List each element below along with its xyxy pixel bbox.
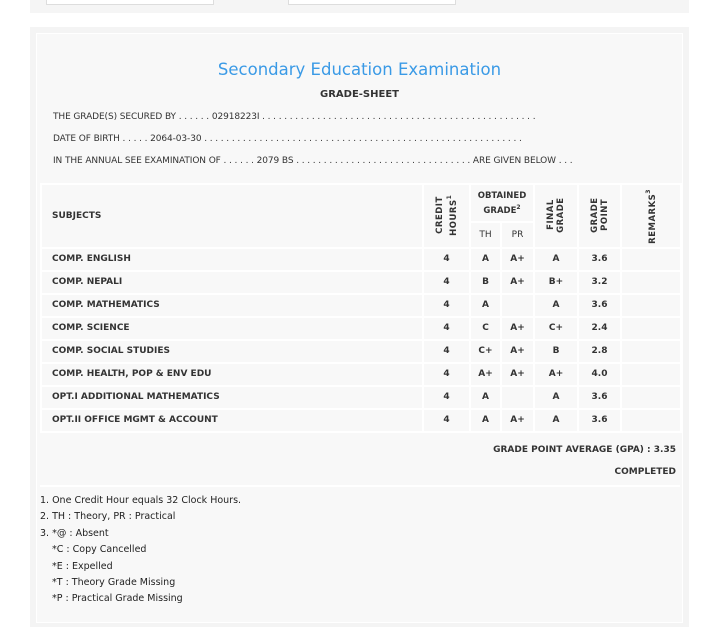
cell-credit: 4 xyxy=(423,317,470,340)
table-row xyxy=(41,248,681,271)
cell-remarks xyxy=(621,409,681,432)
header-credit-hours: CREDIT HOURS$^1$ xyxy=(423,184,470,248)
cell-credit: 4 xyxy=(423,386,470,409)
result-status: COMPLETED xyxy=(614,467,676,477)
footnotes xyxy=(40,485,680,610)
cell-point: 3.6 xyxy=(578,386,621,409)
cell-pr: A+ xyxy=(501,340,534,363)
cell-subject: COMP. MATHEMATICS xyxy=(41,294,423,317)
cell-subject: COMP. HEALTH, POP & ENV EDU xyxy=(41,363,423,386)
top-input-1[interactable] xyxy=(46,0,214,5)
cell-final: B xyxy=(534,340,578,363)
header-pr: PR xyxy=(501,222,534,248)
table-row xyxy=(41,317,681,340)
note: 1. One Credit Hour equals 32 Clock Hours. xyxy=(40,495,242,506)
cell-remarks xyxy=(621,271,681,294)
cell-credit: 4 xyxy=(423,409,470,432)
note: 3. *@ : Absent xyxy=(40,527,109,539)
cell-point: 2.4 xyxy=(578,317,621,340)
cell-point: 3.6 xyxy=(578,409,621,432)
header-subjects: SUBJECTS xyxy=(41,184,423,248)
cell-th: A+ xyxy=(470,363,501,386)
cell-th: C+ xyxy=(470,340,501,363)
cell-point: 3.6 xyxy=(578,248,621,271)
cell-point: 2.8 xyxy=(578,340,621,363)
cell-th: A xyxy=(470,386,501,409)
cell-final: A xyxy=(534,386,578,409)
cell-credit: 4 xyxy=(423,248,470,271)
cell-remarks xyxy=(621,248,681,271)
grades-table xyxy=(40,183,682,433)
gpa: GRADE POINT AVERAGE (GPA) : 3.35 xyxy=(493,445,676,455)
secured-by-line: THE GRADE(S) SECURED BY . . . . . . 02918223I . . . . . . . . . . . . . . . . . . . . . . . . . . . . . . . . . . . . . . . . . . . . . . . . . . xyxy=(53,112,536,122)
note: *C : Copy Cancelled xyxy=(52,544,147,556)
header-grade-point: GRADE POINT xyxy=(578,184,621,248)
note: *P : Practical Grade Missing xyxy=(52,593,183,605)
cell-credit: 4 xyxy=(423,363,470,386)
header-obtained-grade: OBTAINED GRADE$^2$ xyxy=(470,184,534,222)
note: *T : Theory Grade Missing xyxy=(52,576,176,588)
dob-line: DATE OF BIRTH . . . . . 2064-03-30 . . . . . . . . . . . . . . . . . . . . . . . . . . . . . . . . . . . . . . . . . . . . . . . . . . . . . . . . . . xyxy=(53,134,522,144)
gradesheet-subtitle: GRADE-SHEET xyxy=(320,89,399,100)
cell-subject: COMP. ENGLISH xyxy=(41,248,423,271)
cell-th: A xyxy=(470,248,501,271)
gradesheet xyxy=(36,33,683,623)
cell-th: C xyxy=(470,317,501,340)
cell-credit: 4 xyxy=(423,294,470,317)
cell-point: 3.6 xyxy=(578,294,621,317)
cell-remarks xyxy=(621,317,681,340)
cell-pr: A+ xyxy=(501,363,534,386)
cell-remarks xyxy=(621,294,681,317)
cell-final: A+ xyxy=(534,363,578,386)
note: *E : Expelled xyxy=(52,560,113,572)
cell-th: B xyxy=(470,271,501,294)
cell-point: 4.0 xyxy=(578,363,621,386)
cell-credit: 4 xyxy=(423,340,470,363)
table-row xyxy=(41,271,681,294)
cell-remarks xyxy=(621,340,681,363)
cell-pr: A+ xyxy=(501,248,534,271)
cell-pr: A+ xyxy=(501,317,534,340)
cell-final: A xyxy=(534,248,578,271)
cell-final: A xyxy=(534,409,578,432)
cell-pr: A+ xyxy=(501,271,534,294)
top-toolbar xyxy=(30,0,689,13)
note: 2. TH : Theory, PR : Practical xyxy=(40,511,176,523)
cell-credit: 4 xyxy=(423,271,470,294)
header-th: TH xyxy=(470,222,501,248)
cell-subject: OPT.I ADDITIONAL MATHEMATICS xyxy=(41,386,423,409)
cell-remarks xyxy=(621,386,681,409)
top-input-2[interactable] xyxy=(288,0,456,5)
table-row xyxy=(41,386,681,409)
gradesheet-panel xyxy=(30,27,689,627)
cell-pr xyxy=(501,294,534,317)
cell-pr xyxy=(501,386,534,409)
exam-line: IN THE ANNUAL SEE EXAMINATION OF . . . . . . 2079 BS . . . . . . . . . . . . . . . . . . . . . . . . . . . . . . . . ARE GIVEN BELOW . . . xyxy=(53,156,573,166)
cell-th: A xyxy=(470,409,501,432)
cell-subject: OPT.II OFFICE MGMT & ACCOUNT xyxy=(41,409,423,432)
cell-remarks xyxy=(621,363,681,386)
cell-point: 3.2 xyxy=(578,271,621,294)
cell-subject: COMP. NEPALI xyxy=(41,271,423,294)
header-remarks: REMARKS$^3$ xyxy=(621,184,681,248)
table-row xyxy=(41,340,681,363)
exam-title: Secondary Education Examination xyxy=(217,60,502,79)
table-row xyxy=(41,409,681,432)
cell-subject: COMP. SOCIAL STUDIES xyxy=(41,340,423,363)
cell-th: A xyxy=(470,294,501,317)
header-final-grade: FINAL GRADE xyxy=(534,184,578,248)
cell-final: A xyxy=(534,294,578,317)
table-row xyxy=(41,294,681,317)
cell-pr: A+ xyxy=(501,409,534,432)
cell-final: B+ xyxy=(534,271,578,294)
cell-final: C+ xyxy=(534,317,578,340)
table-row xyxy=(41,363,681,386)
cell-subject: COMP. SCIENCE xyxy=(41,317,423,340)
